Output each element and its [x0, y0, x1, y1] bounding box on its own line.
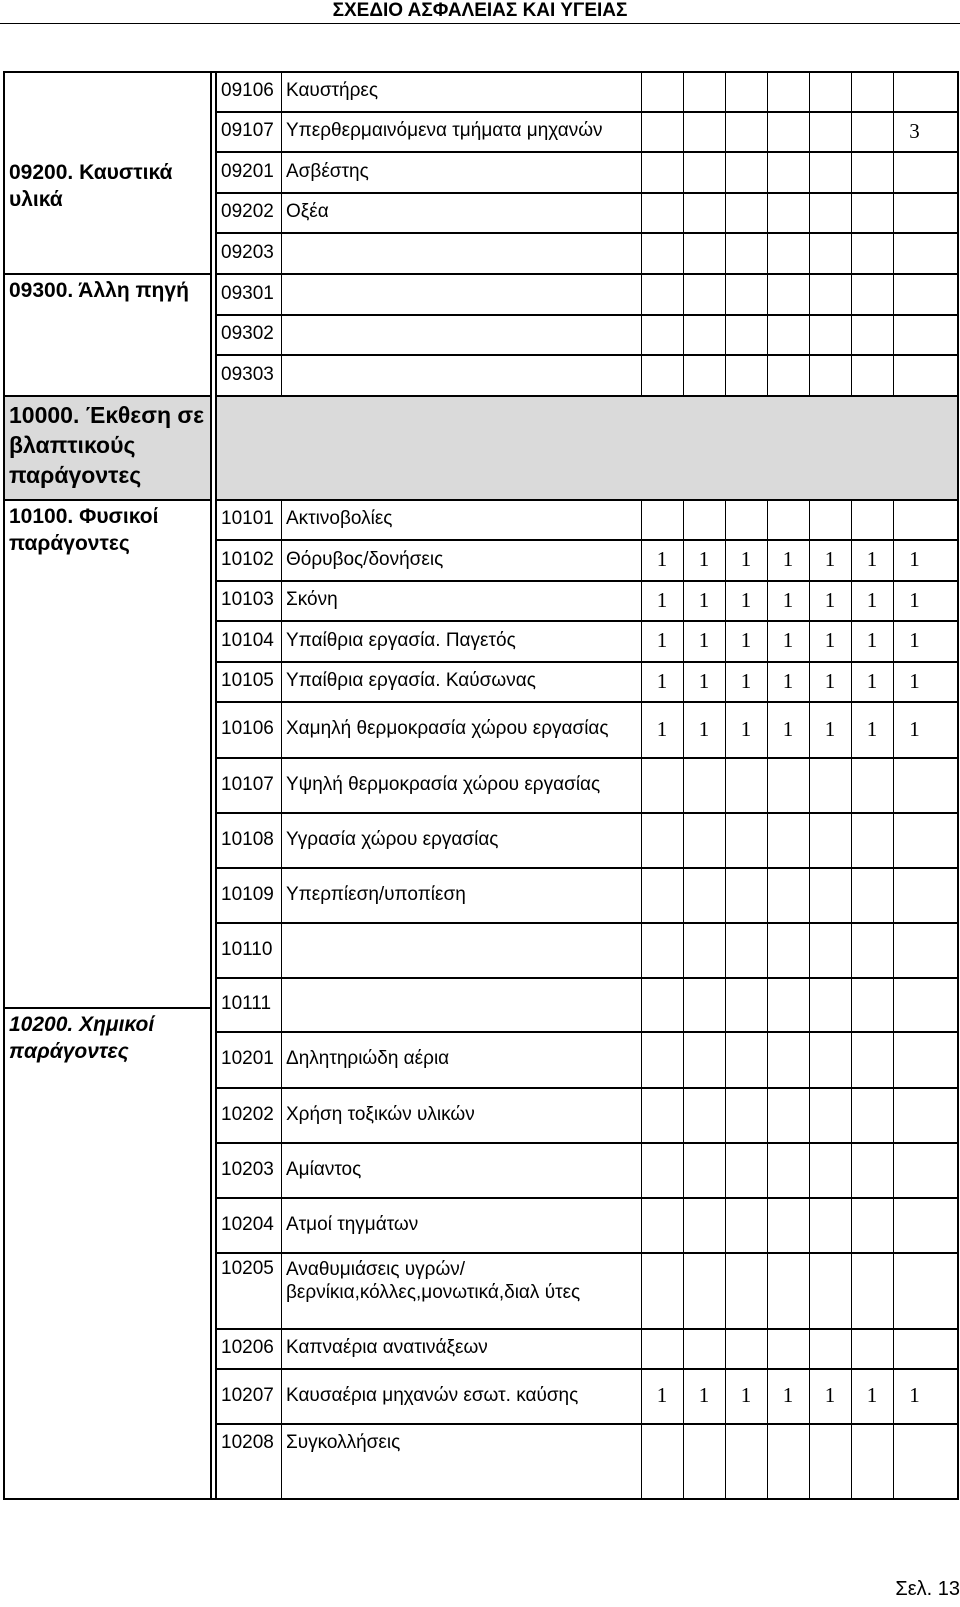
- category-separator: [3, 273, 210, 275]
- value-cell: 1: [782, 587, 794, 612]
- row-code: 10201: [221, 1048, 274, 1069]
- value-cell: 1: [782, 716, 794, 741]
- row-code: 09202: [221, 201, 274, 222]
- row-code: 09201: [221, 160, 274, 182]
- category-label: Καυστικά υλικά: [9, 161, 173, 211]
- row-label: [281, 273, 641, 314]
- value-cell: 1: [698, 1383, 710, 1407]
- row-code: 10102: [221, 548, 274, 570]
- row-code: 09106: [221, 80, 274, 101]
- row-code: 10204: [221, 1213, 274, 1235]
- row-label: Αμίαντος: [286, 1158, 362, 1180]
- category-label: Άλλη πηγή: [78, 279, 189, 302]
- value-cell: 1: [866, 716, 878, 741]
- value-cell: 1: [698, 628, 710, 652]
- value-cell: 1: [656, 1383, 668, 1407]
- value-cell: 1: [866, 547, 878, 571]
- row-label: Ατμοί τηγμάτων: [286, 1213, 419, 1235]
- row-label: Υπαίθρια εργασία. Καύσωνας: [286, 670, 536, 691]
- value-separator: [851, 71, 852, 1500]
- value-cell: 1: [782, 1383, 794, 1407]
- value-cell: 1: [782, 547, 794, 571]
- row-label: Υπερπίεση/υποπίεση: [286, 883, 466, 905]
- value-cell: 1: [782, 628, 794, 652]
- value-cell: 1: [656, 547, 668, 571]
- value-cell: 1: [866, 587, 878, 612]
- value-cell: 1: [698, 587, 710, 612]
- row-code: 10104: [221, 629, 274, 651]
- category-label: Φυσικοί παράγοντες: [9, 505, 159, 555]
- row-label: Υπερθερμαινόμενα τμήματα μηχανών: [286, 120, 603, 141]
- value-cell: 1: [782, 668, 794, 693]
- value-cell: 1: [909, 668, 920, 693]
- value-cell: 1: [866, 628, 878, 652]
- value-cell: 1: [740, 716, 752, 741]
- category-code: 10100.: [9, 505, 74, 528]
- category-label: Έκθεση σε βλαπτικούς παράγοντες: [9, 402, 205, 488]
- document-title: ΣΧΕΔΙΟ ΑΣΦΑΛΕΙΑΣ ΚΑΙ ΥΓΕΙΑΣ: [332, 0, 628, 21]
- row-code: 10108: [221, 828, 274, 850]
- category-caustic: [5, 159, 210, 273]
- row-label: Σκόνη: [286, 589, 338, 610]
- value-separator: [809, 71, 810, 1500]
- row-label: Δηλητηριώδη αέρια: [286, 1048, 450, 1069]
- value-cell: 1: [656, 587, 668, 612]
- category-code: 09200.: [9, 161, 74, 184]
- row-code: 10205: [221, 1258, 274, 1279]
- row-code: 09301: [221, 282, 274, 304]
- value-cell: 1: [866, 668, 878, 693]
- value-separator: [641, 71, 642, 1500]
- value-cell: 1: [824, 716, 836, 741]
- value-cell: 1: [740, 668, 752, 693]
- value-cell: 1: [824, 1383, 836, 1407]
- value-separator: [683, 71, 684, 1500]
- row-label: Υψηλή θερμοκρασία χώρου εργασίας: [286, 773, 601, 795]
- row-code: 10203: [221, 1158, 274, 1180]
- risk-table: [3, 71, 959, 1500]
- row-label: [281, 977, 641, 1031]
- value-cell: 1: [698, 547, 710, 571]
- value-cell: 1: [909, 1383, 920, 1407]
- value-cell: 1: [909, 628, 920, 652]
- value-cell: 1: [824, 628, 836, 652]
- row-label: Καυστήρες: [286, 80, 379, 101]
- row-code: 09302: [221, 323, 274, 344]
- row-code: 10207: [221, 1384, 274, 1406]
- value-cell: 1: [740, 587, 752, 612]
- row-label: Θόρυβος/δονήσεις: [286, 548, 444, 570]
- value-cell: 1: [824, 668, 836, 693]
- category-chemical: [5, 1011, 210, 1491]
- page-number: Σελ. 13: [895, 1578, 960, 1600]
- row-label: Χαμηλή θερμοκρασία χώρου εργασίας: [286, 718, 609, 739]
- header-rule: [0, 23, 960, 24]
- value-cell: 1: [656, 668, 668, 693]
- value-cell: 1: [740, 547, 752, 571]
- row-label: Καυσαέρια μηχανών εσωτ. καύσης: [286, 1384, 579, 1406]
- value-cell: 1: [698, 716, 710, 741]
- row-label: Χρήση τοξικών υλικών: [286, 1103, 475, 1125]
- exposure-row-fill: [217, 397, 957, 499]
- row-label: [281, 922, 641, 977]
- category-other_source: [5, 277, 210, 317]
- value-separator: [725, 71, 726, 1500]
- row-code: 10202: [221, 1103, 274, 1125]
- row-label: [281, 354, 641, 395]
- value-cell: 1: [740, 1383, 752, 1407]
- row-code: 10110: [221, 938, 273, 960]
- value-cell: 1: [698, 668, 710, 693]
- value-cell: 1: [824, 547, 836, 571]
- row-label: Ακτινοβολίες: [286, 508, 393, 529]
- row-label: Συγκολλήσεις: [286, 1431, 401, 1453]
- value-cell: 1: [909, 547, 920, 571]
- value-separator: [767, 71, 768, 1500]
- row-label: Υπαίθρια εργασία. Παγετός: [286, 629, 516, 651]
- row-label: Καπναέρια ανατινάξεων: [286, 1337, 488, 1358]
- category-physical: [5, 503, 210, 1003]
- category-separator: [3, 499, 210, 501]
- row-code: 10106: [221, 718, 274, 739]
- row-label: Αναθυμιάσεις υγρών/βερνίκια,κόλλες,μονωτικά,διαλ ύτες: [286, 1259, 581, 1303]
- row-label: Υγρασία χώρου εργασίας: [286, 828, 499, 850]
- value-cell: 1: [866, 1383, 878, 1407]
- row-label: Οξέα: [286, 201, 329, 222]
- category-separator: [3, 1007, 210, 1009]
- value-separator: [893, 71, 894, 1500]
- value-cell: 1: [656, 628, 668, 652]
- value-cell: 1: [656, 716, 668, 741]
- row-code: 10208: [221, 1431, 274, 1453]
- row-label: [281, 314, 641, 354]
- category-exposure: [5, 399, 210, 499]
- category-code: 09300.: [9, 279, 74, 302]
- row-code: 09303: [221, 363, 274, 385]
- value-cell: 3: [909, 118, 920, 143]
- row-code: 10107: [221, 773, 274, 795]
- table-border-right: [957, 71, 959, 1500]
- value-cell: 1: [824, 587, 836, 612]
- row-code: 10206: [221, 1337, 274, 1358]
- column-separator: [210, 71, 212, 1500]
- row-code: 10105: [221, 670, 274, 691]
- value-cell: 1: [909, 716, 920, 741]
- row-code: 10101: [221, 508, 274, 529]
- table-border-bottom: [3, 1498, 959, 1500]
- row-code: 09107: [221, 120, 274, 141]
- value-cell: 1: [740, 628, 752, 652]
- category-code: 10200.: [9, 1013, 74, 1036]
- category-code: 10000.: [9, 402, 80, 428]
- row-code: 10103: [221, 589, 274, 610]
- document-header: [0, 0, 960, 22]
- row-label: [281, 232, 641, 273]
- value-cell: 1: [909, 587, 920, 612]
- row-code: 10111: [221, 993, 272, 1014]
- row-label: Ασβέστης: [286, 160, 369, 182]
- category-label: Χημικοί παράγοντες: [9, 1013, 155, 1063]
- row-code: 09203: [221, 241, 274, 263]
- row-code: 10109: [221, 883, 274, 905]
